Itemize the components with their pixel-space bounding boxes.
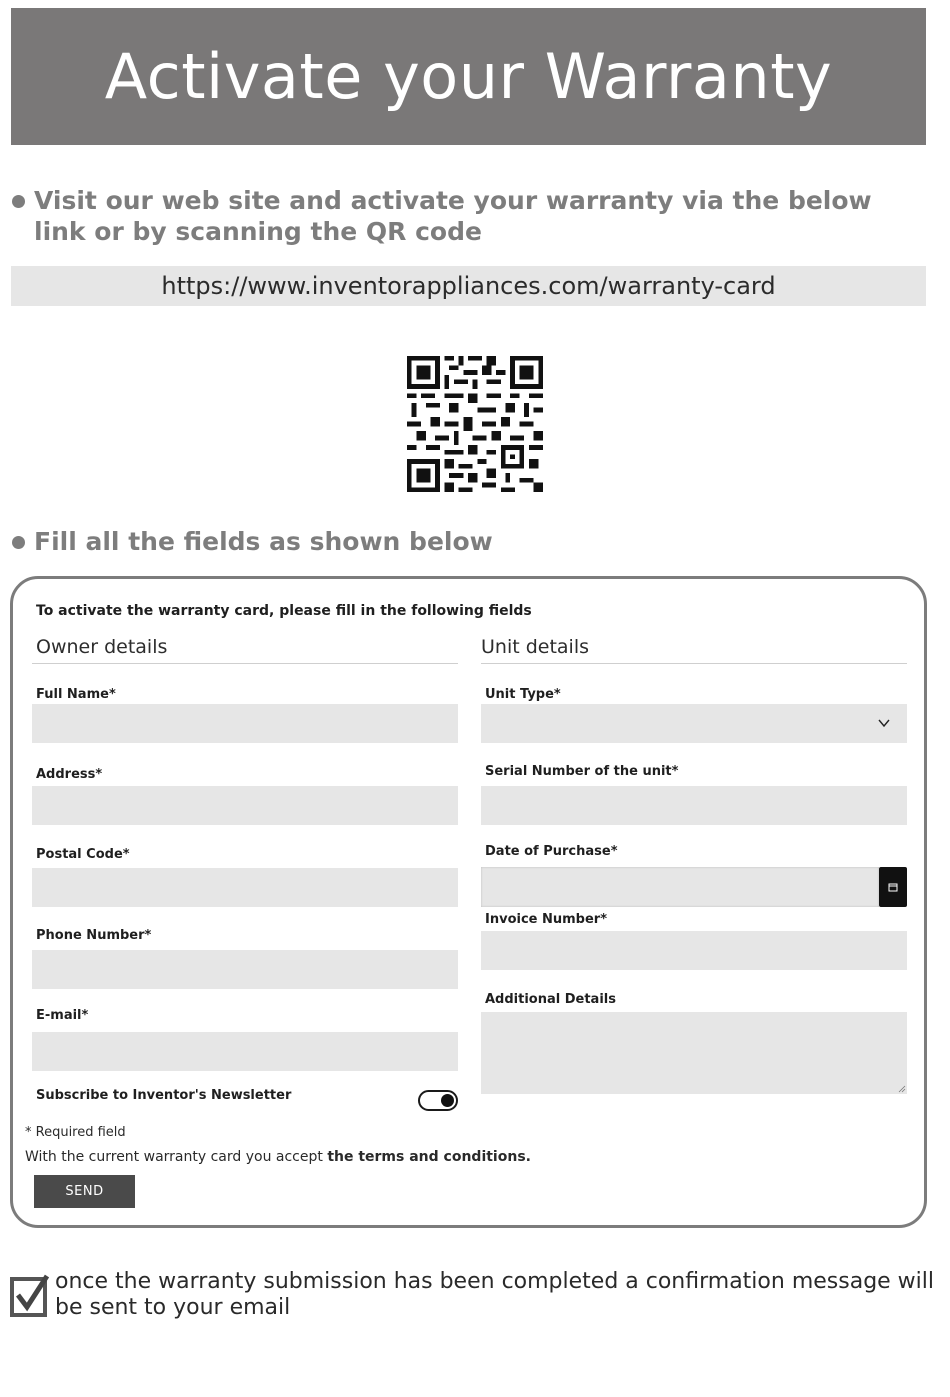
confirmation-note: once the warranty submission has been completed a confirmation message will be sent to your email — [55, 1269, 935, 1320]
resize-handle-icon[interactable] — [898, 1085, 906, 1093]
qr-code-icon — [407, 356, 543, 492]
invoice-number-input[interactable] — [481, 931, 907, 970]
additional-details-textarea[interactable] — [481, 1012, 907, 1094]
bullet-dot-icon — [12, 536, 25, 549]
calendar-icon — [888, 882, 898, 892]
newsletter-label: Subscribe to Inventor's Newsletter — [36, 1088, 292, 1103]
toggle-knob — [441, 1094, 454, 1107]
terms-link[interactable]: the terms and conditions. — [327, 1149, 531, 1165]
bullet-dot-icon — [12, 195, 25, 208]
phone-input[interactable] — [32, 950, 458, 989]
form-intro: To activate the warranty card, please fill in the following fields — [36, 603, 532, 619]
email-label: E-mail* — [36, 1008, 89, 1023]
send-button[interactable]: SEND — [34, 1175, 135, 1208]
unit-section-title: Unit details — [481, 636, 590, 658]
address-input[interactable] — [32, 786, 458, 825]
required-field-note: * Required field — [25, 1125, 126, 1140]
email-input[interactable] — [32, 1032, 458, 1071]
fill-instruction-text: Fill all the fields as shown below — [34, 527, 493, 556]
postal-code-input[interactable] — [32, 868, 458, 907]
unit-divider — [481, 663, 907, 664]
newsletter-toggle[interactable] — [418, 1090, 458, 1111]
unit-type-select[interactable] — [481, 704, 907, 743]
phone-label: Phone Number* — [36, 928, 152, 943]
terms-text — [25, 1149, 531, 1165]
serial-number-label: Serial Number of the unit* — [485, 764, 679, 779]
chevron-down-icon — [877, 716, 891, 730]
serial-number-input[interactable] — [481, 786, 907, 825]
full-name-label: Full Name* — [36, 687, 116, 702]
fill-instruction — [12, 526, 912, 557]
invoice-number-label: Invoice Number* — [485, 912, 608, 927]
owner-section-title: Owner details — [36, 636, 168, 658]
visit-instruction — [12, 185, 912, 247]
date-of-purchase-label: Date of Purchase* — [485, 844, 618, 859]
full-name-input[interactable] — [32, 704, 458, 743]
warranty-link[interactable]: https://www.inventorappliances.com/warranty-card — [11, 266, 926, 306]
page-title: Activate your Warranty — [11, 8, 926, 145]
visit-instruction-text: Visit our web site and activate your warranty via the below link or by scanning the QR code — [34, 186, 872, 246]
date-picker-button[interactable] — [879, 867, 907, 907]
date-of-purchase-input[interactable] — [481, 867, 879, 907]
checkbox-checked-icon — [10, 1273, 50, 1317]
unit-type-label: Unit Type* — [485, 687, 561, 702]
postal-code-label: Postal Code* — [36, 847, 130, 862]
terms-prefix: With the current warranty card you accept — [25, 1149, 328, 1165]
owner-divider — [32, 663, 458, 664]
additional-details-label: Additional Details — [485, 992, 616, 1007]
address-label: Address* — [36, 767, 103, 782]
